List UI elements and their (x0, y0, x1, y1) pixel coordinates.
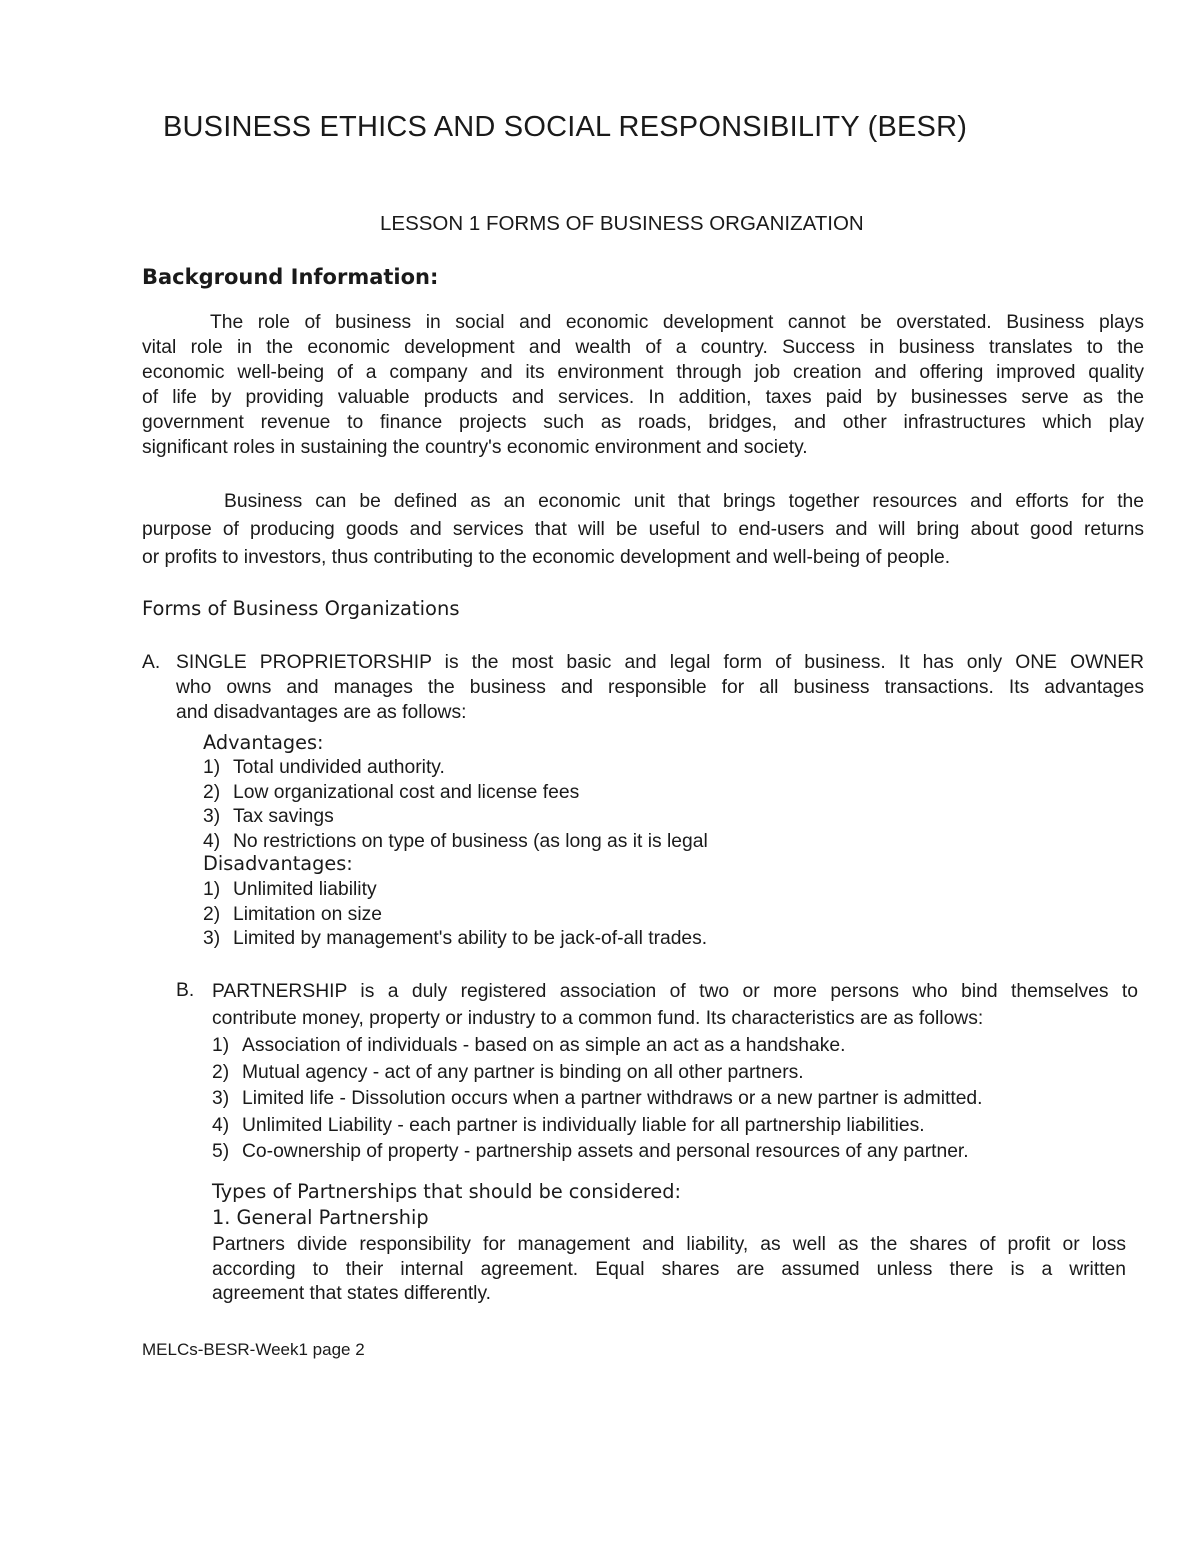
list-text: Co-ownership of property - partnership assets and personal resources of any partner. (242, 1141, 969, 1162)
paragraph-line: agreement that states differently. (212, 1283, 492, 1304)
list-number: 1) (203, 879, 221, 900)
document-title: BUSINESS ETHICS AND SOCIAL RESPONSIBILITY (BESR) (163, 111, 968, 143)
list-text: Limited by management's ability to be jack-of-all trades. (233, 928, 708, 950)
list-item (203, 830, 708, 855)
list-item (212, 1033, 983, 1060)
list-text: Unlimited Liability - each partner is individually liable for all partnership liabilities. (242, 1114, 925, 1136)
paragraph-line: vital role in the economic development and wealth of a country. Success in business translates to the (142, 337, 1144, 358)
list-text: No restrictions on type of business (as long as it is legal (233, 830, 708, 852)
paragraph-line: The role of business in social and economic development cannot be overstated. Business plays (210, 312, 1144, 333)
list-number: 1) (212, 1035, 230, 1056)
list-text: Unlimited liability (233, 879, 377, 900)
page-footer: MELCs-BESR-Week1 page 2 (142, 1340, 365, 1359)
list-text: Tax savings (233, 806, 334, 828)
disadvantages-list (203, 878, 707, 952)
paragraph-line: or profits to investors, thus contributing to the economic development and well-being of people. (142, 547, 951, 568)
list-item (203, 878, 707, 903)
section-a (142, 650, 1144, 725)
list-number: 1) (203, 757, 221, 778)
types-heading: Types of Partnerships that should be considered: (212, 1180, 682, 1203)
paragraph-line: who owns and manages the business and responsible for all business transactions. Its advantages (176, 677, 1144, 698)
list-item (203, 805, 708, 830)
list-text: Mutual agency - act of any partner is binding on all other partners. (242, 1061, 804, 1083)
general-partnership-text (212, 1233, 1126, 1307)
section-a-text (176, 650, 1144, 725)
list-item (212, 1060, 983, 1087)
forms-heading: Forms of Business Organizations (142, 597, 460, 620)
characteristics-list (212, 1033, 983, 1166)
list-number: 3) (203, 806, 221, 828)
list-number: 4) (212, 1114, 230, 1136)
paragraph-line: PARTNERSHIP is a duly registered association of two or more persons who bind themselves to (212, 981, 1138, 1002)
list-item (212, 1139, 983, 1166)
paragraph-line: and disadvantages are as follows: (176, 702, 467, 723)
list-number: 3) (212, 1088, 230, 1109)
list-text: Association of individuals - based on as simple an act as a handshake. (242, 1035, 846, 1056)
list-text: Limited life - Dissolution occurs when a partner withdraws or a new partner is admitted. (242, 1088, 983, 1109)
list-number: 3) (203, 928, 221, 950)
lesson-title: LESSON 1 FORMS OF BUSINESS ORGANIZATION (380, 212, 864, 235)
list-item (203, 903, 707, 928)
background-paragraph (142, 310, 1144, 460)
list-text: Low organizational cost and license fees (233, 781, 580, 803)
paragraph-line: significant roles in sustaining the country's economic environment and society. (142, 437, 808, 458)
section-b-text (212, 978, 1138, 1032)
list-text: Limitation on size (233, 903, 382, 925)
paragraph-line: purpose of producing goods and services that will be useful to end-users and will bring about good returns (142, 519, 1144, 540)
list-number: 2) (203, 903, 221, 925)
list-text: Total undivided authority. (233, 757, 445, 778)
paragraph-line: Partners divide responsibility for management and liability, as well as the shares of profit or loss (212, 1234, 1126, 1255)
paragraph-line: Business can be defined as an economic unit that brings together resources and efforts for the (224, 491, 1144, 512)
paragraph-line: economic well-being of a company and its environment through job creation and offering improved quality (142, 362, 1144, 383)
list-number: 2) (203, 781, 221, 803)
section-b-marker: B. (176, 980, 195, 1001)
list-item (203, 781, 708, 806)
paragraph-line: government revenue to finance projects such as roads, bridges, and other infrastructures which play (142, 412, 1144, 433)
section-b (176, 978, 1138, 1032)
paragraph-line: according to their internal agreement. Equal shares are assumed unless there is a written (212, 1258, 1126, 1280)
paragraph-line: contribute money, property or industry to a common fund. Its characteristics are as follows: (212, 1008, 984, 1029)
list-item (212, 1086, 983, 1113)
list-number: 2) (212, 1061, 230, 1083)
definition-paragraph (142, 488, 1144, 572)
background-heading: Background Information: (142, 265, 439, 289)
advantages-list (203, 756, 708, 854)
general-partnership-heading: 1. General Partnership (212, 1206, 429, 1229)
paragraph-line: of life by providing valuable products and services. In addition, taxes paid by businesses serve as the (142, 387, 1144, 408)
list-item (203, 756, 708, 781)
list-item (212, 1113, 983, 1140)
paragraph-line: SINGLE PROPRIETORSHIP is the most basic and legal form of business. It has only ONE OWNER (176, 652, 1144, 673)
list-item (203, 927, 707, 952)
disadvantages-label: Disadvantages: (203, 852, 353, 875)
section-a-marker: A. (142, 652, 161, 673)
list-number: 4) (203, 830, 221, 852)
list-number: 5) (212, 1141, 230, 1162)
advantages-label: Advantages: (203, 731, 324, 754)
